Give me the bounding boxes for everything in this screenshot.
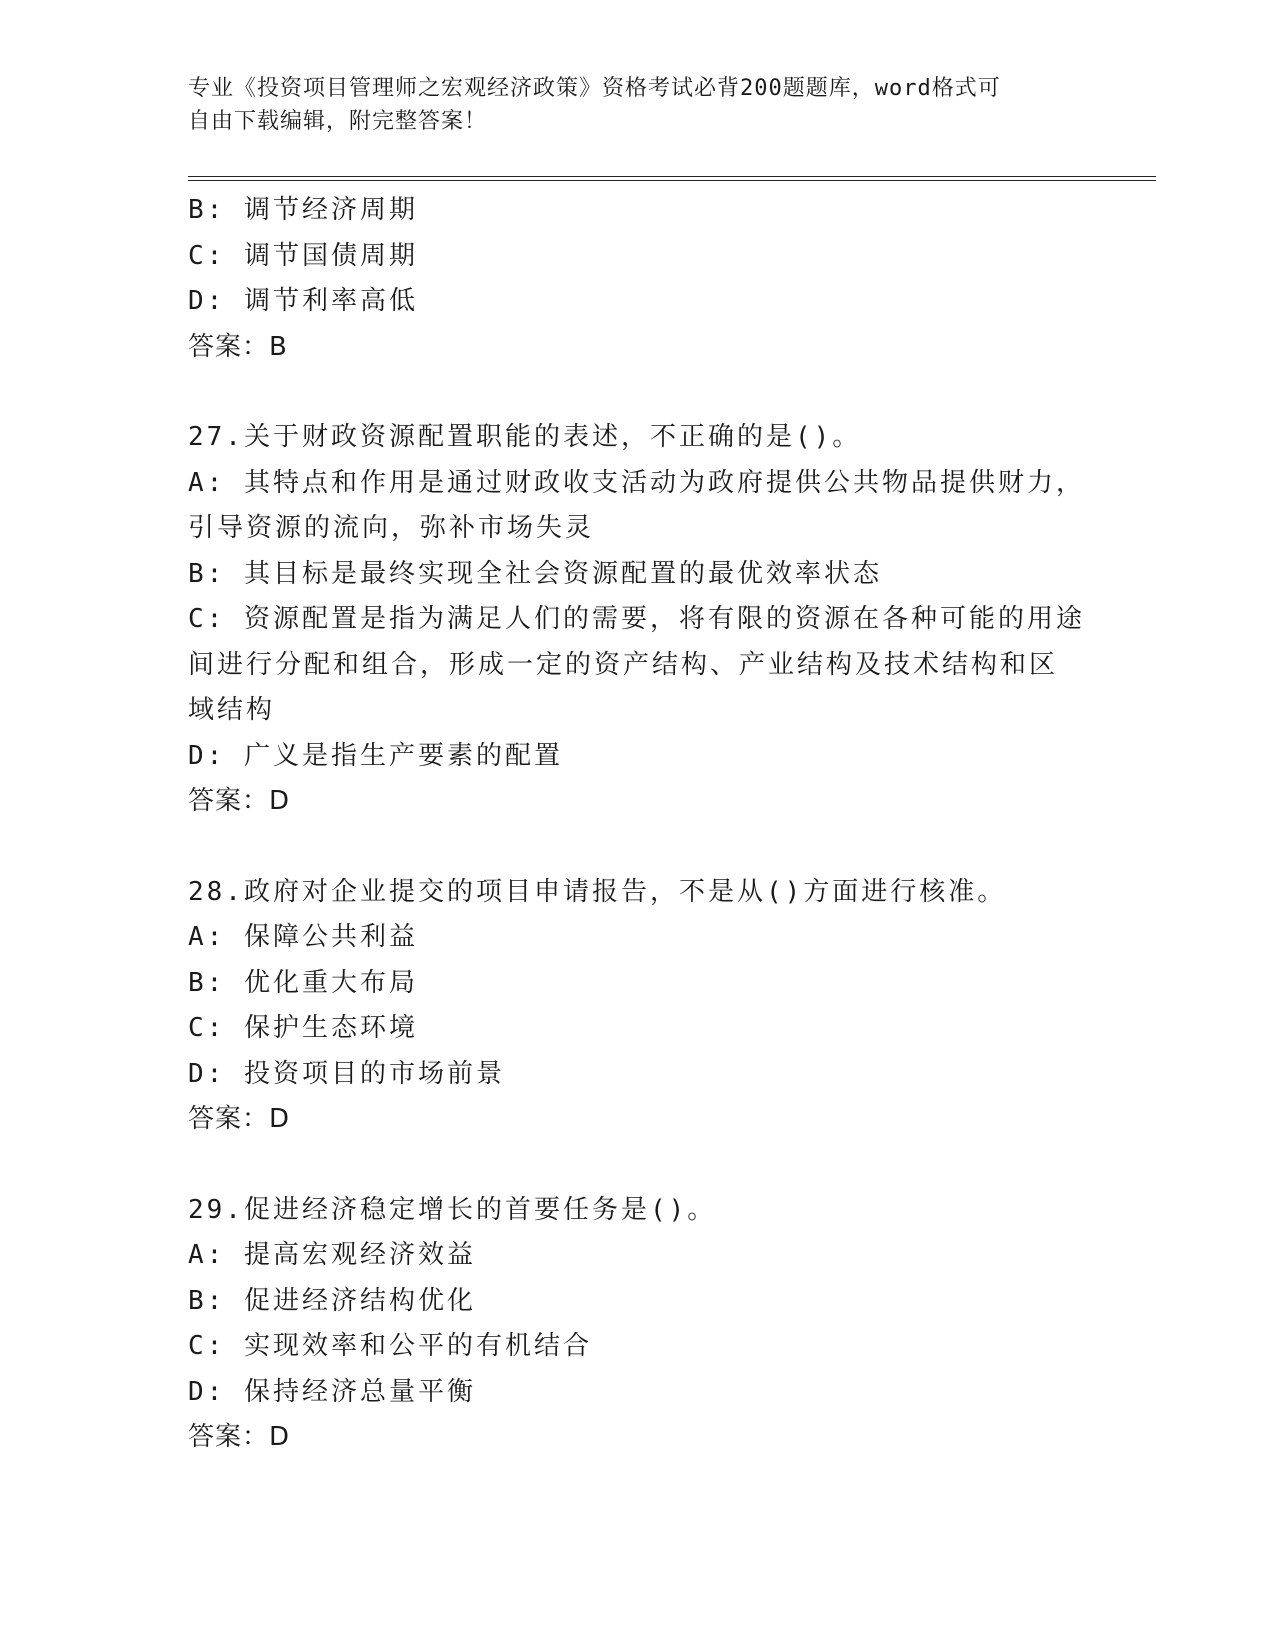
option-c-continued: 域结构 — [188, 695, 276, 725]
option-b: B: 其目标是最终实现全社会资源配置的最优效率状态 — [188, 558, 882, 589]
document-header — [188, 72, 1068, 138]
option-c: C: 资源配置是指为满足人们的需要，将有限的资源在各种可能的用途 — [188, 604, 1085, 634]
answer: 答案：D — [188, 1422, 291, 1452]
option-d: D: 投资项目的市场前景 — [188, 1058, 505, 1089]
question-stem: 29.促进经济稳定增长的首要任务是()。 — [188, 1194, 717, 1225]
answer: 答案：B — [188, 331, 288, 362]
option-c-continued: 间进行分配和组合，形成一定的资产结构、产业结构及技术结构和区 — [188, 649, 1059, 680]
question-stem: 27.关于财政资源配置职能的表述，不正确的是()。 — [188, 422, 862, 452]
option-b: B: 调节经济周期 — [188, 195, 418, 225]
header-line-1: 专业《投资项目管理师之宏观经济政策》资格考试必背200题题库，word格式可 — [188, 76, 1001, 101]
question-list — [188, 188, 1088, 1461]
option-d: D: 保持经济总量平衡 — [188, 1376, 476, 1407]
question-27 — [188, 415, 1088, 825]
option-a: A: 其特点和作用是通过财政收支活动为政府提供公共物品提供财力， — [188, 467, 1085, 498]
option-b: B: 优化重大布局 — [188, 967, 418, 998]
option-a: A: 提高宏观经济效益 — [188, 1240, 476, 1270]
option-c: C: 调节国债周期 — [188, 240, 418, 271]
option-c: C: 保护生态环境 — [188, 1013, 418, 1043]
option-d: D: 广义是指生产要素的配置 — [188, 740, 563, 771]
option-a-continued: 引导资源的流向，弥补市场失灵 — [188, 513, 595, 543]
answer: 答案：D — [188, 786, 291, 816]
question-stem: 28.政府对企业提交的项目申请报告，不是从()方面进行核准。 — [188, 876, 1007, 907]
question-29 — [188, 1188, 1088, 1461]
question-28 — [188, 870, 1088, 1143]
option-d: D: 调节利率高低 — [188, 286, 418, 316]
option-a: A: 保障公共利益 — [188, 922, 418, 952]
option-c: C: 实现效率和公平的有机结合 — [188, 1331, 592, 1361]
header-divider — [188, 176, 1156, 181]
option-b: B: 促进经济结构优化 — [188, 1285, 476, 1316]
header-line-2: 自由下载编辑，附完整答案！ — [188, 109, 488, 134]
answer: 答案：D — [188, 1104, 291, 1134]
question-26-tail — [188, 188, 1088, 370]
